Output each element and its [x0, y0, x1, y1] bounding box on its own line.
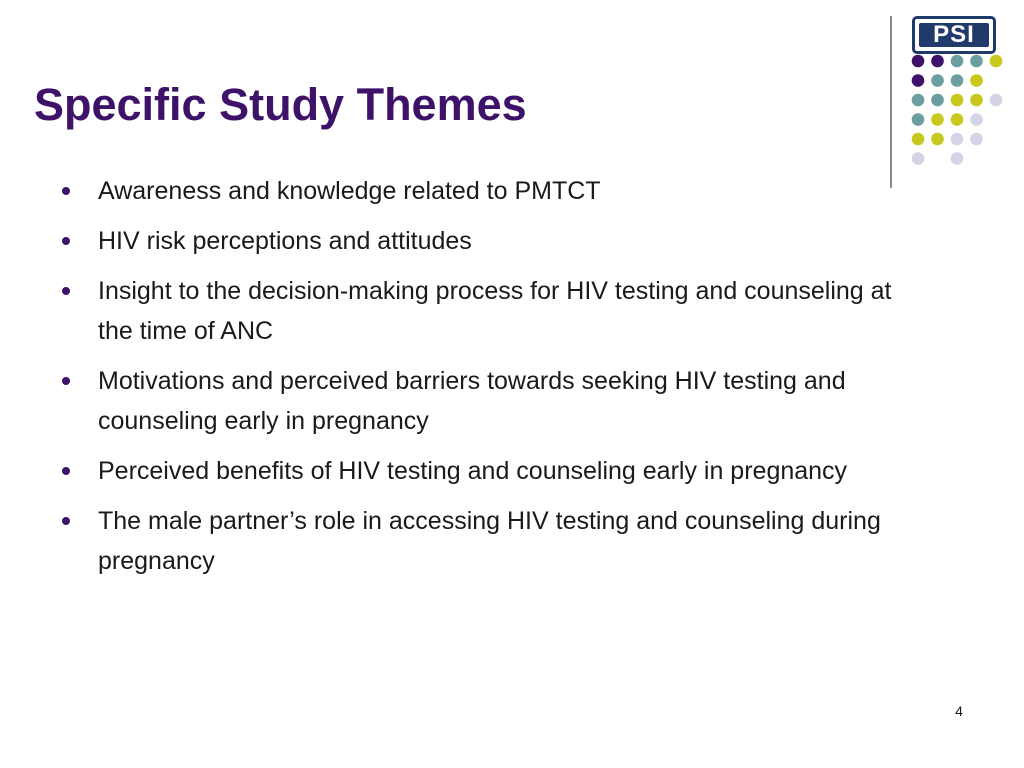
bullet-list [62, 171, 912, 591]
page-number: 4 [955, 703, 963, 719]
decorative-dot [912, 74, 925, 87]
decorative-dot [931, 55, 944, 68]
decorative-dot [912, 94, 925, 107]
decorative-dot [970, 74, 983, 87]
decorative-dot [951, 94, 964, 107]
decorative-dot [951, 152, 964, 165]
bullet-item: Insight to the decision-making process for HIV testing and counseling at the time of ANC [62, 271, 912, 351]
decorative-dot [970, 94, 983, 107]
decorative-dot [931, 133, 944, 146]
decorative-dot [970, 133, 983, 146]
decorative-dot [970, 55, 983, 68]
decorative-dot [951, 74, 964, 87]
bullet-item: The male partner’s role in accessing HIV testing and counseling during pregnancy [62, 501, 912, 581]
bullet-item: Awareness and knowledge related to PMTCT [62, 171, 912, 211]
bullet-item: HIV risk perceptions and attitudes [62, 221, 912, 261]
decorative-dot [931, 94, 944, 107]
decorative-dot [951, 113, 964, 126]
decorative-dot [912, 55, 925, 68]
decorative-dot [990, 94, 1003, 107]
decorative-dot [912, 152, 925, 165]
psi-logo-text: PSI [919, 23, 989, 47]
decorative-dot [951, 133, 964, 146]
decorative-dot [912, 133, 925, 146]
decorative-dot-grid [0, 0, 1024, 200]
decorative-dot [931, 113, 944, 126]
decorative-dot [990, 55, 1003, 68]
slide-title: Specific Study Themes [34, 79, 527, 130]
decorative-dot [931, 74, 944, 87]
bullet-item: Motivations and perceived barriers towards seeking HIV testing and counseling early in pregnancy [62, 361, 912, 441]
decorative-dot [951, 55, 964, 68]
decorative-dot [912, 113, 925, 126]
decorative-dot [970, 113, 983, 126]
bullet-item: Perceived benefits of HIV testing and counseling early in pregnancy [62, 451, 912, 491]
